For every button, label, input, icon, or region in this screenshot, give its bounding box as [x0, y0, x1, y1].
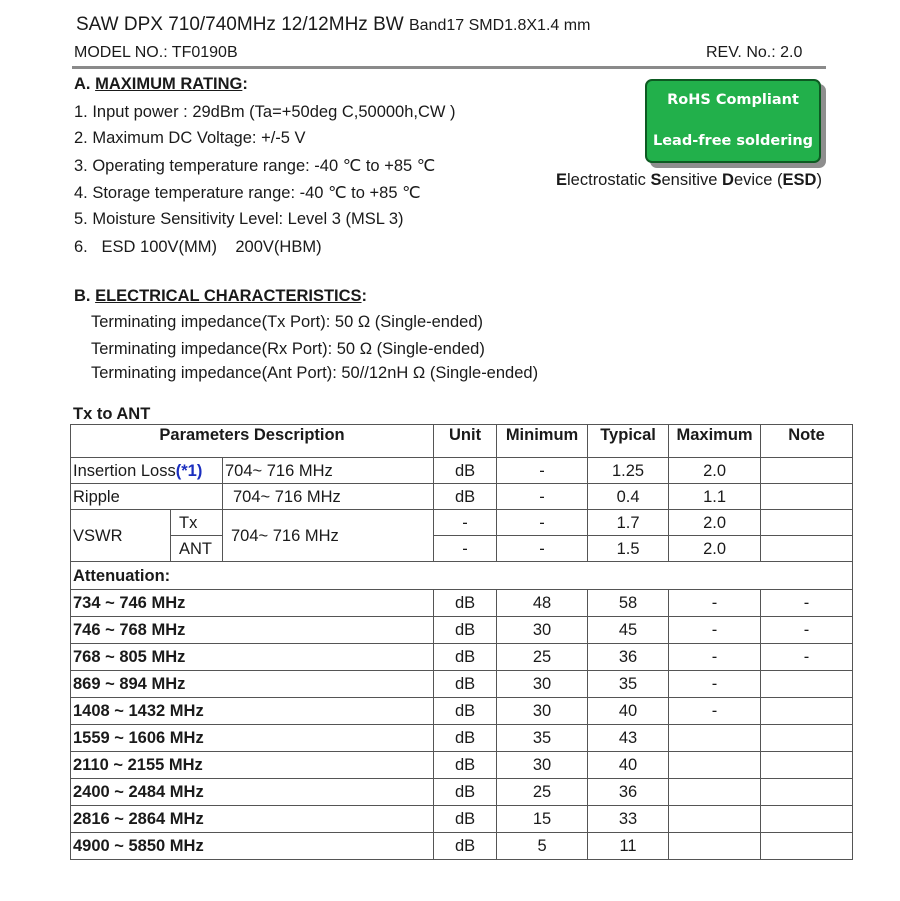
- section-a-suffix: :: [242, 75, 248, 93]
- attenuation-range: 869 ~ 894 MHz: [71, 671, 434, 698]
- min-cell: 48: [497, 590, 588, 617]
- esd-text: evice (: [733, 171, 783, 189]
- max-cell: [669, 752, 761, 779]
- section-a-heading: [74, 75, 248, 94]
- max-rating-item: 2. Maximum DC Voltage: +/-5 V: [74, 129, 306, 147]
- typ-cell: 1.5: [588, 536, 669, 562]
- min-cell: 30: [497, 752, 588, 779]
- typ-cell: 1.7: [588, 510, 669, 536]
- section-b-heading: [74, 287, 367, 306]
- title-sub: Band17 SMD1.8X1.4 mm: [408, 17, 591, 34]
- attenuation-range: 2400 ~ 2484 MHz: [71, 779, 434, 806]
- max-cell: -: [669, 671, 761, 698]
- table-row: [71, 562, 853, 590]
- unit-cell: dB: [434, 671, 497, 698]
- note-cell: [761, 458, 853, 484]
- min-cell: 30: [497, 671, 588, 698]
- typ-cell: 58: [588, 590, 669, 617]
- max-cell: 1.1: [669, 484, 761, 510]
- attenuation-row: [71, 644, 853, 671]
- impedance-line: Terminating impedance(Ant Port): 50//12nH Ω (Single-ended): [91, 364, 539, 382]
- typ-cell: 40: [588, 698, 669, 725]
- attenuation-range: 4900 ~ 5850 MHz: [71, 833, 434, 860]
- unit-cell: dB: [434, 779, 497, 806]
- table-header-row: [71, 425, 853, 458]
- header-min: Minimum: [497, 425, 588, 458]
- section-b-suffix: :: [361, 287, 368, 305]
- max-cell: -: [669, 644, 761, 671]
- typ-cell: 36: [588, 644, 669, 671]
- header-note: Note: [761, 425, 853, 458]
- typ-cell: 11: [588, 833, 669, 860]
- esd-letter-d: D: [722, 171, 734, 189]
- insertion-loss-label: [71, 458, 223, 484]
- typ-cell: 43: [588, 725, 669, 752]
- note-ref: (*1): [175, 461, 203, 480]
- section-a-title: MAXIMUM RATING: [95, 75, 243, 93]
- min-cell: -: [497, 484, 588, 510]
- header-typ: Typical: [588, 425, 669, 458]
- max-cell: -: [669, 698, 761, 725]
- esd-letter-s: S: [650, 171, 662, 189]
- max-cell: -: [669, 617, 761, 644]
- min-cell: 25: [497, 644, 588, 671]
- attenuation-rows: [71, 590, 853, 860]
- unit-cell: -: [434, 510, 497, 536]
- attenuation-row: [71, 617, 853, 644]
- typ-cell: 0.4: [588, 484, 669, 510]
- ripple-label: Ripple: [71, 484, 223, 510]
- table-row: [71, 484, 853, 510]
- attenuation-range: 1559 ~ 1606 MHz: [71, 725, 434, 752]
- esd-text: ): [816, 171, 822, 189]
- port-cell: Tx: [171, 510, 223, 536]
- note-cell: [761, 698, 853, 725]
- attenuation-range: 734 ~ 746 MHz: [71, 590, 434, 617]
- model-number: MODEL NO.: TF0190B: [74, 44, 238, 61]
- note-cell: -: [761, 644, 853, 671]
- unit-cell: dB: [434, 725, 497, 752]
- unit-cell: dB: [434, 590, 497, 617]
- header-params: Parameters Description: [71, 425, 434, 458]
- min-cell: 15: [497, 806, 588, 833]
- esd-text: lectrostatic: [567, 171, 651, 189]
- attenuation-row: [71, 698, 853, 725]
- title-main: SAW DPX 710/740MHz 12/12MHz BW: [76, 14, 404, 35]
- section-b-title: ELECTRICAL CHARACTERISTICS: [95, 287, 362, 305]
- unit-cell: dB: [434, 833, 497, 860]
- typ-cell: 35: [588, 671, 669, 698]
- min-cell: -: [497, 536, 588, 562]
- min-cell: 35: [497, 725, 588, 752]
- max-rating-item: 4. Storage temperature range: -40 ℃ to +85 ℃: [74, 184, 421, 202]
- insertion-loss-text: Insertion Loss: [73, 461, 176, 480]
- note-cell: -: [761, 617, 853, 644]
- header-divider: [72, 66, 826, 69]
- min-cell: 5: [497, 833, 588, 860]
- typ-cell: 36: [588, 779, 669, 806]
- max-cell: [669, 806, 761, 833]
- max-cell: 2.0: [669, 458, 761, 484]
- rohs-compliant-label: RoHS Compliant: [667, 92, 799, 108]
- attenuation-row: [71, 806, 853, 833]
- port-cell: ANT: [171, 536, 223, 562]
- attenuation-row: [71, 752, 853, 779]
- note-cell: [761, 671, 853, 698]
- min-cell: 30: [497, 617, 588, 644]
- table-row: [71, 536, 853, 562]
- esd-text: ensitive: [661, 171, 723, 189]
- note-cell: [761, 752, 853, 779]
- attenuation-row: [71, 590, 853, 617]
- unit-cell: dB: [434, 617, 497, 644]
- unit-cell: dB: [434, 698, 497, 725]
- max-rating-item: 5. Moisture Sensitivity Level: Level 3 (MSL 3): [74, 210, 404, 228]
- attenuation-label: Attenuation:: [71, 562, 853, 590]
- lead-free-label: Lead-free soldering: [652, 133, 814, 149]
- max-cell: [669, 833, 761, 860]
- unit-cell: dB: [434, 806, 497, 833]
- unit-cell: -: [434, 536, 497, 562]
- note-cell: [761, 510, 853, 536]
- max-rating-item: 3. Operating temperature range: -40 ℃ to +85 ℃: [74, 157, 436, 175]
- attenuation-range: 768 ~ 805 MHz: [71, 644, 434, 671]
- table-caption: Tx to ANT: [73, 405, 151, 423]
- impedance-line: Terminating impedance(Rx Port): 50 Ω (Single-ended): [91, 340, 485, 358]
- min-cell: 30: [497, 698, 588, 725]
- unit-cell: dB: [434, 484, 497, 510]
- attenuation-range: 2816 ~ 2864 MHz: [71, 806, 434, 833]
- table-row: [71, 510, 853, 536]
- typ-cell: 40: [588, 752, 669, 779]
- attenuation-range: 746 ~ 768 MHz: [71, 617, 434, 644]
- typ-cell: 1.25: [588, 458, 669, 484]
- note-cell: [761, 725, 853, 752]
- max-rating-item: 6. ESD 100V(MM) 200V(HBM): [74, 238, 322, 256]
- typ-cell: 45: [588, 617, 669, 644]
- section-b-prefix: B.: [74, 287, 91, 305]
- note-cell: [761, 484, 853, 510]
- max-rating-item: 1. Input power : 29dBm (Ta=+50deg C,50000h,CW ): [74, 103, 456, 121]
- min-cell: 25: [497, 779, 588, 806]
- note-cell: [761, 536, 853, 562]
- revision-number: REV. No.: 2.0: [706, 44, 803, 61]
- note-cell: [761, 833, 853, 860]
- freq-cell: 704~ 716 MHz: [223, 510, 434, 562]
- typ-cell: 33: [588, 806, 669, 833]
- max-cell: [669, 779, 761, 806]
- min-cell: -: [497, 458, 588, 484]
- max-cell: 2.0: [669, 510, 761, 536]
- vswr-label: VSWR: [71, 510, 171, 562]
- max-cell: 2.0: [669, 536, 761, 562]
- attenuation-range: 2110 ~ 2155 MHz: [71, 752, 434, 779]
- table-row: [71, 458, 853, 484]
- attenuation-row: [71, 779, 853, 806]
- note-cell: -: [761, 590, 853, 617]
- freq-cell: 704~ 716 MHz: [223, 484, 434, 510]
- unit-cell: dB: [434, 458, 497, 484]
- esd-letter-e: E: [556, 171, 568, 189]
- unit-cell: dB: [434, 752, 497, 779]
- min-cell: -: [497, 510, 588, 536]
- document-title: [76, 14, 590, 36]
- note-cell: [761, 779, 853, 806]
- freq-cell: 704~ 716 MHz: [223, 458, 434, 484]
- attenuation-row: [71, 671, 853, 698]
- header-unit: Unit: [434, 425, 497, 458]
- max-cell: [669, 725, 761, 752]
- attenuation-row: [71, 833, 853, 860]
- header-max: Maximum: [669, 425, 761, 458]
- spec-table: [70, 424, 853, 860]
- note-cell: [761, 806, 853, 833]
- attenuation-row: [71, 725, 853, 752]
- rohs-badge: [645, 79, 821, 163]
- attenuation-range: 1408 ~ 1432 MHz: [71, 698, 434, 725]
- impedance-line: Terminating impedance(Tx Port): 50 Ω (Single-ended): [91, 313, 484, 331]
- max-cell: -: [669, 590, 761, 617]
- section-a-prefix: A.: [74, 75, 91, 93]
- esd-note: [556, 171, 822, 190]
- esd-abbr: ESD: [782, 171, 817, 189]
- unit-cell: dB: [434, 644, 497, 671]
